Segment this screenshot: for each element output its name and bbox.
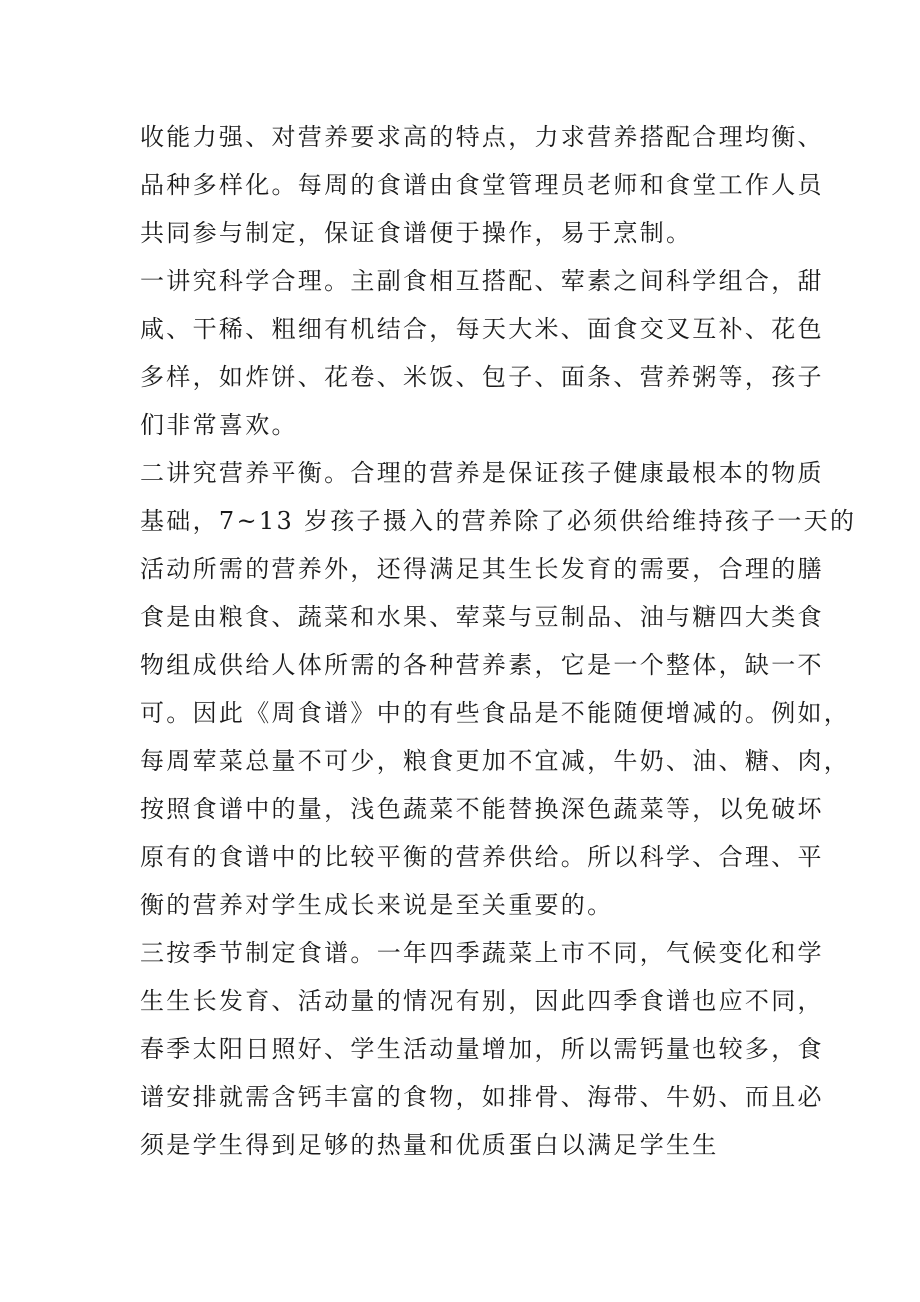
text-line: 原有的食谱中的比较平衡的营养供给。所以科学、合理、平 xyxy=(140,843,824,871)
text-line: 生生长发育、活动量的情况有别，因此四季食谱也应不同， xyxy=(140,987,824,1015)
text-line: 物组成供给人体所需的各种营养素，它是一个整体，缺一不 xyxy=(140,651,824,679)
paragraph-science xyxy=(140,257,824,449)
text-line: 衡的营养对学生成长来说是至关重要的。 xyxy=(140,891,614,919)
text-line: 一讲究科学合理。主副食相互搭配、荤素之间科学组合，甜 xyxy=(140,267,824,295)
text-line: 春季太阳日照好、学生活动量增加，所以需钙量也较多，食 xyxy=(140,1035,824,1063)
text-line: 共同参与制定，保证食谱便于操作，易于烹制。 xyxy=(140,219,693,247)
text-line: 多样，如炸饼、花卷、米饭、包子、面条、营养粥等，孩子 xyxy=(140,363,824,391)
text-line: 谱安排就需含钙丰富的食物，如排骨、海带、牛奶、而且必 xyxy=(140,1083,824,1111)
paragraph-intro xyxy=(140,113,824,257)
text-line: 食是由粮食、蔬菜和水果、荤菜与豆制品、油与糖四大类食 xyxy=(140,603,824,631)
text-line: 可。因此《周食谱》中的有些食品是不能随便增减的。例如， xyxy=(140,699,851,727)
text-line: 活动所需的营养外，还得满足其生长发育的需要，合理的膳 xyxy=(140,555,824,583)
text-line: 每周荤菜总量不可少，粮食更加不宜减，牛奶、油、糖、肉， xyxy=(140,747,851,775)
text-line: 按照食谱中的量，浅色蔬菜不能替换深色蔬菜等，以免破坏 xyxy=(140,795,824,823)
text-line: 收能力强、对营养要求高的特点，力求营养搭配合理均衡、 xyxy=(140,123,824,151)
text-line: 二讲究营养平衡。合理的营养是保证孩子健康最根本的物质 xyxy=(140,459,824,487)
paragraph-season xyxy=(140,929,824,1169)
text-line: 品种多样化。每周的食谱由食堂管理员老师和食堂工作人员 xyxy=(140,171,824,199)
text-line: 须是学生得到足够的热量和优质蛋白以满足学生生 xyxy=(140,1131,719,1159)
paragraph-balance xyxy=(140,449,857,929)
text-line: 咸、干稀、粗细有机结合，每天大米、面食交叉互补、花色 xyxy=(140,315,824,343)
text-line: 们非常喜欢。 xyxy=(140,411,298,439)
text-line: 基础，7~13 岁孩子摄入的营养除了必须供给维持孩子一天的 xyxy=(140,507,857,535)
document-body xyxy=(140,113,857,1169)
text-line: 三按季节制定食谱。一年四季蔬菜上市不同，气候变化和学 xyxy=(140,939,824,967)
